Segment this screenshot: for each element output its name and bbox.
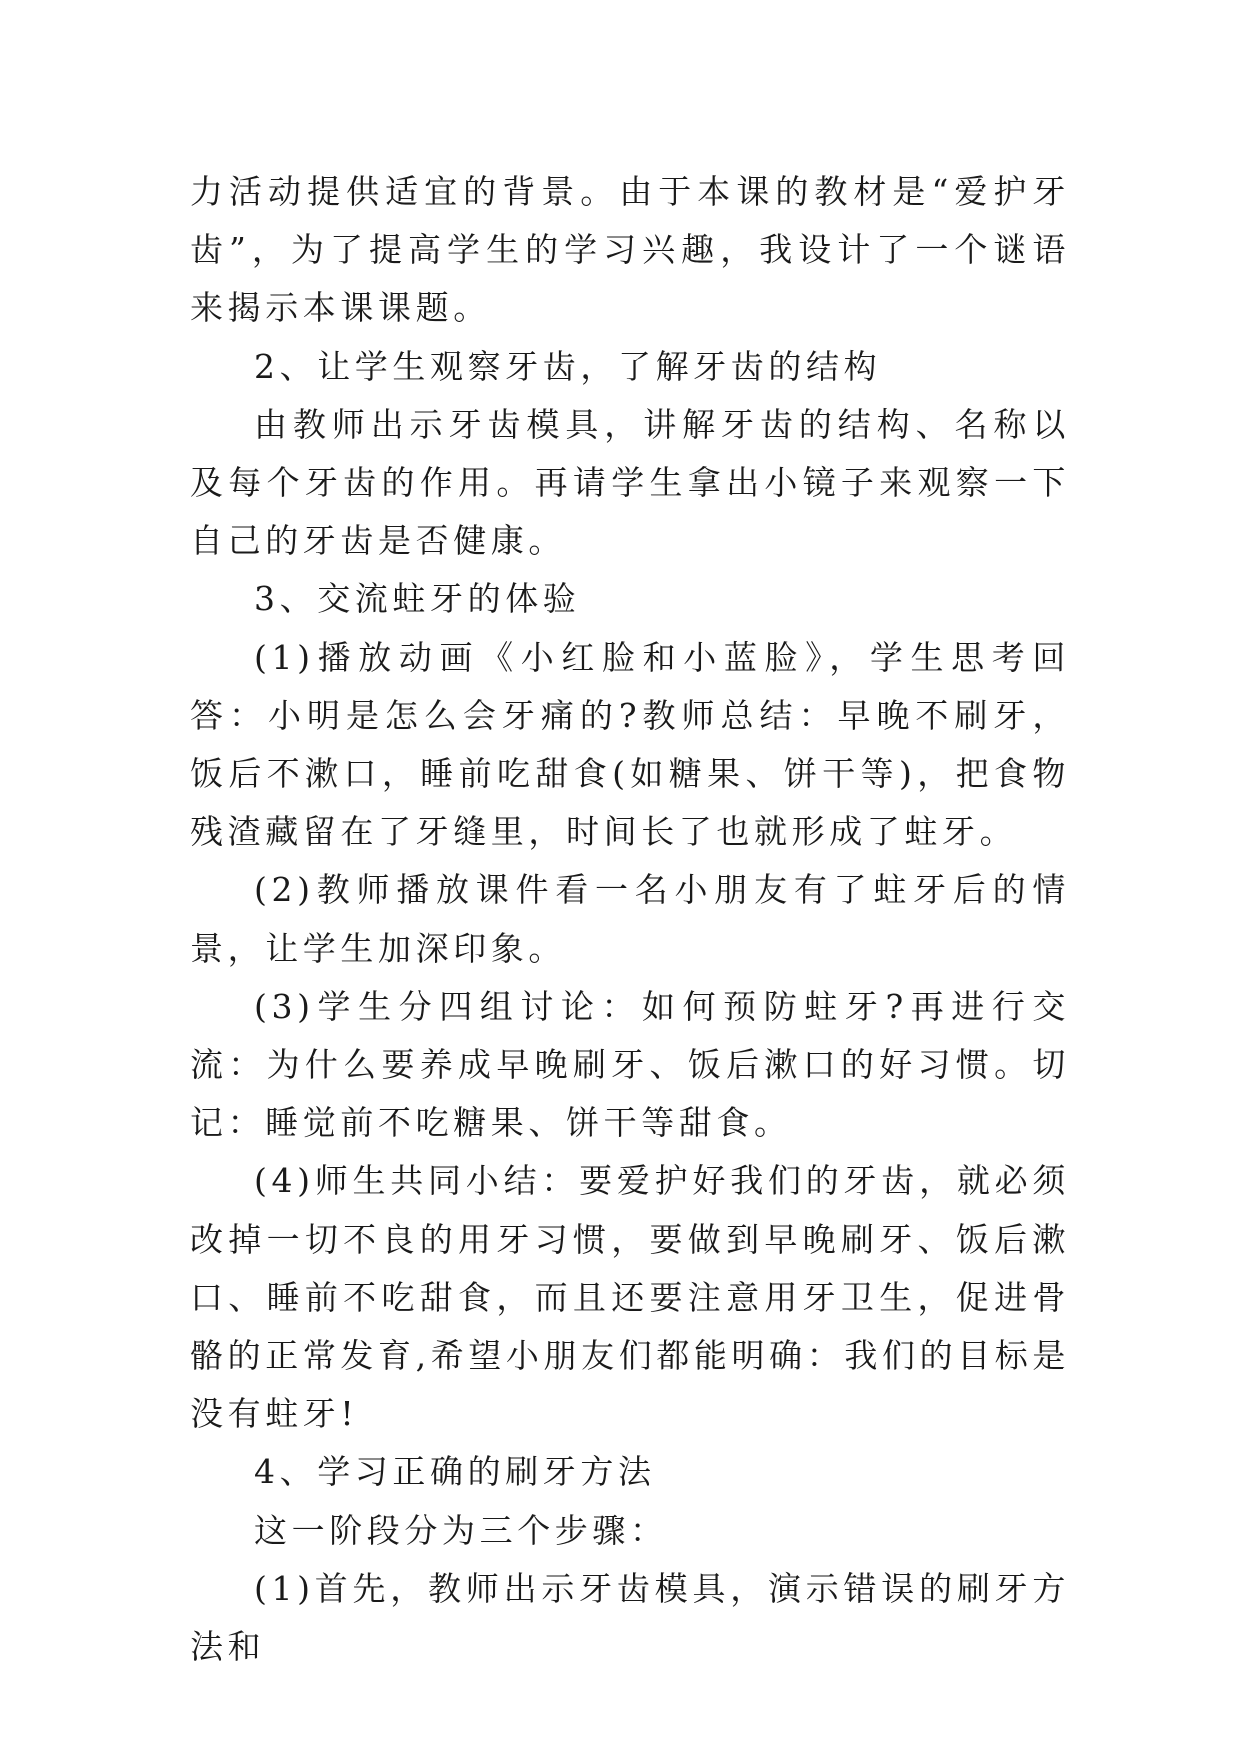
paragraph-11: (1)首先，教师出示牙齿模具，演示错误的刷牙方法和 [190,1568,1070,1667]
paragraph-8: (4)师生共同小结：要爱护好我们的牙齿，就必须改掉一切不良的用牙习惯，要做到早晚刷牙、饭后漱口、睡前不吃甜食，而且还要注意用牙卫生，促进骨骼的正常发育,希望小朋友们都能明确：我们的目标是没有蛀牙! [190,1161,1070,1434]
document-body [190,163,1070,1676]
section-heading-3: 3、交流蛀牙的体验 [254,579,581,619]
paragraph-3: 由教师出示牙齿模具，讲解牙齿的结构、名称以及每个牙齿的作用。再请学生拿出小镜子来观察一下自己的牙齿是否健康。 [190,404,1070,561]
section-heading-4: 4、学习正确的刷牙方法 [254,1452,656,1492]
paragraph-5: (1)播放动画《小红脸和小蓝脸》，学生思考回答：小明是怎么会牙痛的?教师总结：早晚不刷牙，饭后不漱口，睡前吃甜食(如糖果、饼干等)，把食物残渣藏留在了牙缝里，时间长了也就形成了蛀牙。 [190,637,1070,852]
section-heading-2: 2、让学生观察牙齿，了解牙齿的结构 [254,346,882,386]
paragraph-1: 力活动提供适宜的背景。由于本课的教材是“爱护牙齿”，为了提高学生的学习兴趣，我设计了一个谜语来揭示本课课题。 [190,172,1070,328]
paragraph-10: 这一阶段分为三个步骤： [254,1510,668,1550]
paragraph-6: (2)教师播放课件看一名小朋友有了蛀牙后的情景，让学生加深印象。 [190,870,1070,968]
paragraph-7: (3)学生分四组讨论：如何预防蛀牙?再进行交流：为什么要养成早晚刷牙、饭后漱口的好习惯。切记：睡觉前不吃糖果、饼干等甜食。 [190,986,1070,1143]
